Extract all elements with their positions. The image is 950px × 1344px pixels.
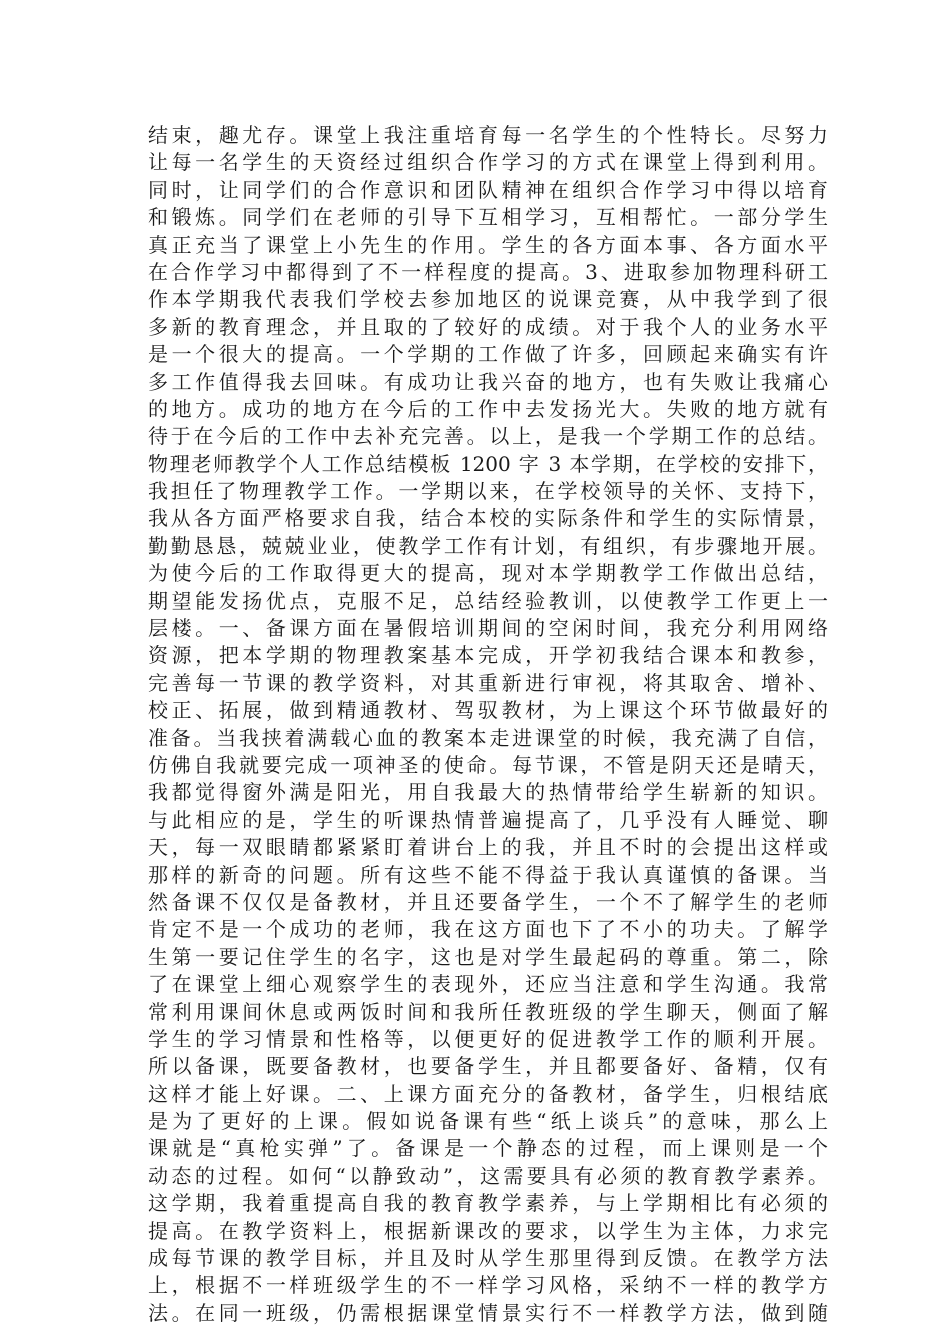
text-line: 仿佛自我就要完成一项神圣的使命。每节课，不管是阴天还是晴天， — [148, 752, 828, 777]
text-line: 成每节课的教学目标，并且及时从学生那里得到反馈。在教学方法 — [148, 1246, 828, 1271]
text-line: 所以备课，既要备教材，也要备学生，并且都要备好、备精，仅有 — [148, 1054, 828, 1079]
text-line: 生第一要记住学生的名字，这也是对学生最起码的尊重。第二，除 — [148, 944, 828, 969]
text-line: 资源，把本学期的物理教案基本完成，开学初我结合课本和教参， — [148, 643, 828, 668]
text-line: 常利用课间休息或两饭时间和我所任教班级的学生聊天，侧面了解 — [148, 999, 828, 1024]
text-line: 的地方。成功的地方在今后的工作中去发扬光大。失败的地方就有 — [148, 396, 828, 421]
text-line: 与此相应的是，学生的听课热情普遍提高了，几乎没有人睡觉、聊 — [148, 807, 828, 832]
text-line: 同时，让同学们的合作意识和团队精神在组织合作学习中得以培育 — [148, 177, 828, 202]
text-line: 校正、拓展，做到精通教材、驾驭教材，为上课这个环节做最好的 — [148, 698, 828, 723]
text-line: 让每一名学生的天资经过组织合作学习的方式在课堂上得到利用。 — [148, 150, 828, 175]
text-line: 多新的教育理念，并且取的了较好的成绩。对于我个人的业务水平 — [148, 314, 828, 339]
text-line: 上，根据不一样班级学生的不一样学习风格，采纳不一样的教学方 — [148, 1273, 828, 1298]
text-line: 和锻炼。同学们在老师的引导下互相学习，互相帮忙。一部分学生 — [148, 205, 828, 230]
text-line: 动态的过程。如何“以静致动”，这需要具有必须的教育教学素养。 — [148, 1163, 828, 1188]
body-text — [148, 122, 828, 1327]
text-line: 肯定不是一个成功的老师，我在这方面也下了不小的功夫。了解学 — [148, 917, 828, 942]
text-line: 在合作学习中都得到了不一样程度的提高。3、进取参加物理科研工 — [148, 259, 828, 284]
text-line: 多工作值得我去回味。有成功让我兴奋的地方，也有失败让我痛心 — [148, 369, 828, 394]
text-line: 然备课不仅仅是备教材，并且还要备学生，一个不了解学生的老师 — [148, 889, 828, 914]
text-line: 课就是“真枪实弹”了。备课是一个静态的过程，而上课则是一个 — [148, 1136, 828, 1161]
text-line: 天，每一双眼睛都紧紧盯着讲台上的我，并且不时的会提出这样或 — [148, 835, 828, 860]
text-line: 法。在同一班级，仍需根据课堂情景实行不一样教学方法，做到随 — [148, 1300, 828, 1325]
text-line: 待于在今后的工作中去补充完善。以上，是我一个学期工作的总结。 — [148, 424, 828, 449]
text-line: 完善每一节课的教学资料，对其重新进行审视，将其取舍、增补、 — [148, 670, 828, 695]
text-line: 学生的学习情景和性格等，以便更好的促进教学工作的顺利开展。 — [148, 1026, 828, 1051]
text-line: 提高。在教学资料上，根据新课改的要求，以学生为主体，力求完 — [148, 1218, 828, 1243]
text-line: 那样的新奇的问题。所有这些不能不得益于我认真谨慎的备课。当 — [148, 862, 828, 887]
text-line: 这学期，我着重提高自我的教育教学素养，与上学期相比有必须的 — [148, 1191, 828, 1216]
text-line: 了在课堂上细心观察学生的表现外，还应当注意和学生沟通。我常 — [148, 972, 828, 997]
text-line: 我从各方面严格要求自我，结合本校的实际条件和学生的实际情景， — [148, 506, 828, 531]
text-line: 勤勤恳恳，兢兢业业，使教学工作有计划，有组织，有步骤地开展。 — [148, 533, 828, 558]
text-line: 层楼。一、备课方面在暑假培训期间的空闲时间，我充分利用网络 — [148, 616, 828, 641]
text-line: 物理老师教学个人工作总结模板 1200 字 3 本学期，在学校的安排下， — [148, 451, 828, 476]
text-line: 为使今后的工作取得更大的提高，现对本学期教学工作做出总结， — [148, 561, 828, 586]
text-line: 这样才能上好课。二、上课方面充分的备教材，备学生，归根结底 — [148, 1081, 828, 1106]
text-line: 是为了更好的上课。假如说备课有些“纸上谈兵”的意味，那么上 — [148, 1109, 828, 1134]
text-line: 是一个很大的提高。一个学期的工作做了许多，回顾起来确实有许 — [148, 342, 828, 367]
text-line: 我都觉得窗外满是阳光，用自我最大的热情带给学生崭新的知识。 — [148, 780, 828, 805]
text-line: 期望能发扬优点，克服不足，总结经验教训，以使教学工作更上一 — [148, 588, 828, 613]
text-line: 我担任了物理教学工作。一学期以来，在学校领导的关怀、支持下， — [148, 479, 828, 504]
text-line: 准备。当我挟着满载心血的教案本走进课堂的时候，我充满了自信， — [148, 725, 828, 750]
text-line: 作本学期我代表我们学校去参加地区的说课竞赛，从中我学到了很 — [148, 287, 828, 312]
text-line: 真正充当了课堂上小先生的作用。学生的各方面本事、各方面水平 — [148, 232, 828, 257]
text-line: 结束，趣尤存。课堂上我注重培育每一名学生的个性特长。尽努力 — [148, 123, 828, 147]
